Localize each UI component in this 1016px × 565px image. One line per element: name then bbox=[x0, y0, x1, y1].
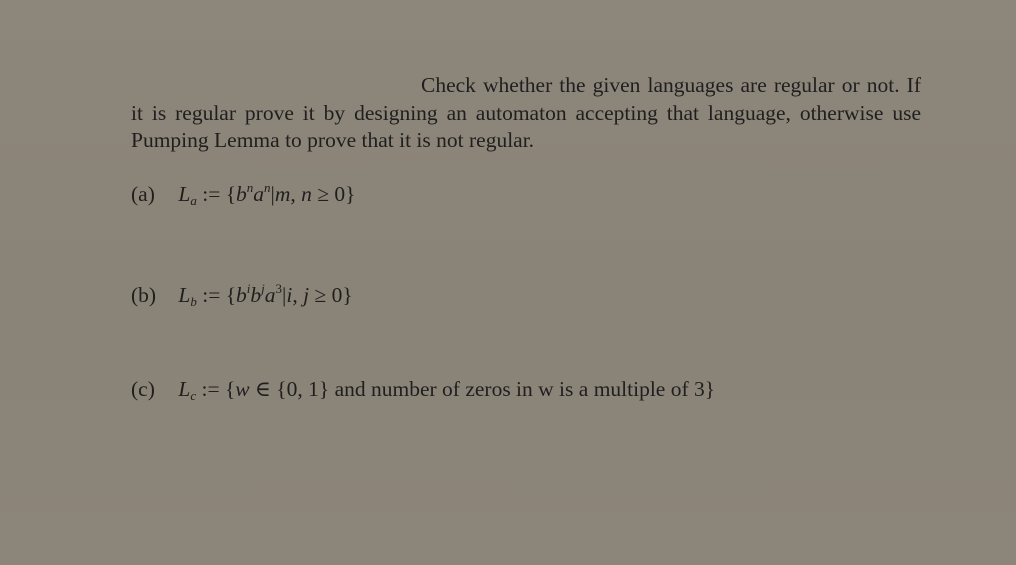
intro-rest: not. If it is regular prove it by designing an automaton accepting that language, otherwise use Pumping Lemma to prove that it is not regular. bbox=[131, 73, 922, 152]
item-label-b: (b) bbox=[131, 283, 157, 307]
language-item-b bbox=[131, 275, 353, 316]
problem-statement bbox=[131, 72, 921, 155]
language-expression-b: $L_b$ := {$b^ib^ja^3|i$, j ≥ 0} bbox=[178, 281, 353, 309]
item-label-c: (c) bbox=[131, 377, 155, 401]
language-item-c bbox=[131, 375, 715, 410]
item-label-a: (a) bbox=[131, 182, 155, 206]
intro-line-1: Check whether the given languages are regular or bbox=[421, 73, 860, 97]
language-expression-c: $L_c$ := {w ∈ {0, 1} and number of zeros in w is a multiple of 3} bbox=[178, 377, 716, 403]
language-expression-a: $L_a$ := {$b^na^n|m$, n ≥ 0} bbox=[178, 180, 356, 208]
language-item-a bbox=[131, 174, 355, 215]
